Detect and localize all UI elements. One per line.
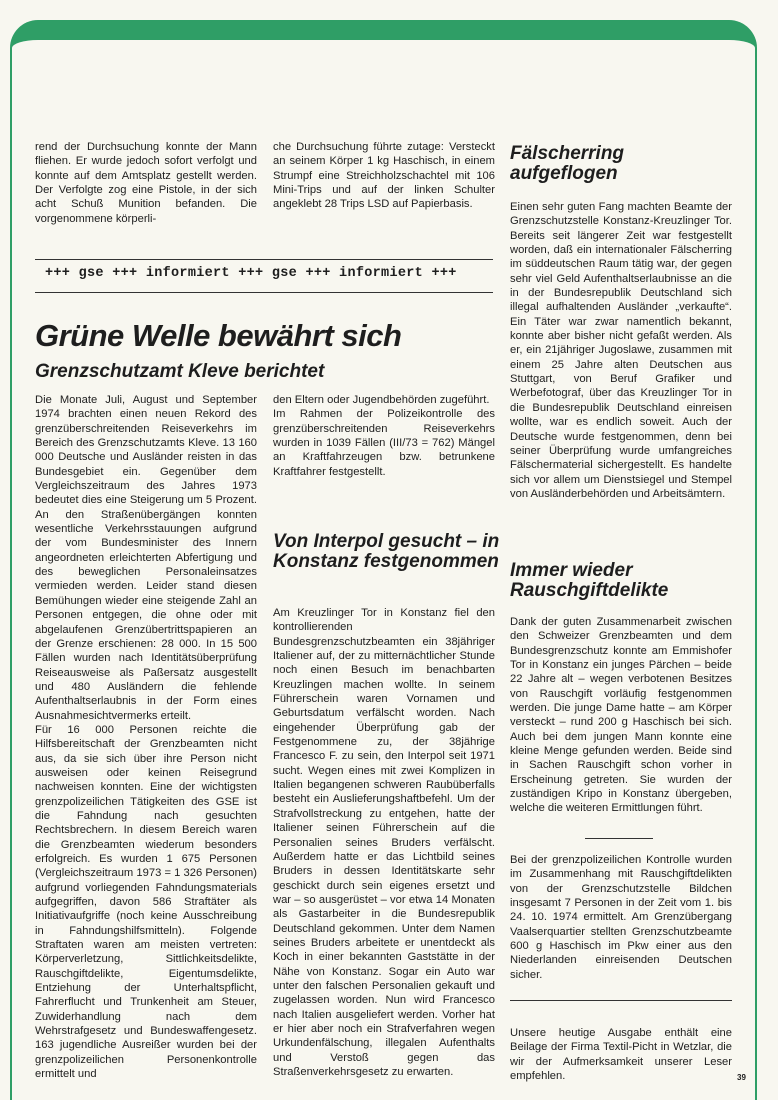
article3-body — [510, 200, 732, 501]
short-divider — [585, 838, 653, 839]
gse-ticker: +++ gse +++ informiert +++ gse +++ informiert +++ — [45, 266, 457, 281]
article2-body — [273, 606, 495, 1079]
article4-body-2 — [510, 853, 732, 982]
paragraph: Im Rahmen der Polizeikontrolle des grenzüberschreitenden Reiseverkehrs wurden in 1039 Fällen (III/73 = 762) Mängel an Kraftfahrzeugen bzw. betrunkene Kraftfahrer festgestellt. — [273, 408, 495, 478]
paragraph: Einen sehr guten Fang machten Beamte der Grenzschutzstelle Konstanz-Kreuzlinger Tor. Bereits seit längerer Zeit war festgestellt worden, daß ein internationaler Fälscherring im süddeutschen Raum tätig war, der gegen sehr viel Geld Aufenthaltserlaubnisse an die in der Bundesrepublik Deutschland sich illegal aufhaltenden Ausländer „verkaufte“. Ein Täter war zwar namentlich bekannt, konnte aber bisher nicht gefaßt werden. Als er, ein 21jähriger Jugoslawe, zusammen mit einem 25 Jahre alten Deutschen aus Stuttgart, von Beruf Grafiker und Werbefotograf, über das Kreuzlinger Tor in die Bundesrepublik Deutschland einreisen wollte, war es endlich soweit. Auch der Deutsche wurde festgenommen, denn bei seiner Überprüfung wurde umfangreiches Fälschermaterial sichergestellt. Es handelte sich vor allem um Dienstsiegel und Stempel von Ausländerbehörden und Arbeitsämtern. — [510, 201, 732, 500]
article-title: Grüne Welle bewährt sich — [35, 318, 402, 353]
advert-notice — [510, 1026, 732, 1083]
paragraph: Unsere heutige Ausgabe enthält eine Beilage der Firma Textil-Picht in Wetzlar, die wir der Aufmerksamkeit unserer Leser empfehlen. — [510, 1027, 732, 1083]
paragraph: Bei der grenzpolizeilichen Kontrolle wurden im Zusammenhang mit Rauschgiftdelikten von der Grenzschutzstelle Bildchen insgesamt 7 Personen in der Zeit vom 1. bis 24. 10. 1974 ermittelt. Am Grenzübergang Vaalserquartier stellten Grenzschutzbeamte 600 g Haschisch im Pkw einer aus den Niederlanden einreisenden Deutschen sicher. — [510, 854, 732, 981]
article3-title: Fälscherring aufgeflogen — [510, 143, 625, 184]
top-column-1 — [35, 140, 257, 226]
divider — [510, 1000, 732, 1001]
page-number: 39 — [737, 1073, 746, 1082]
divider — [35, 259, 493, 260]
article2-title: Von Interpol gesucht – in Konstanz festgenommen — [273, 531, 500, 572]
divider — [35, 292, 493, 293]
paragraph: rend der Durchsuchung konnte der Mann fliehen. Er wurde jedoch sofort verfolgt und konnte auf dem Amtsplatz gestellt werden. Der Verfolgte zog eine Pistole, in der sich acht Schuß Munition befanden. Die vorgenommene körperli- — [35, 141, 257, 225]
paragraph: che Durchsuchung führte zutage: Versteckt an seinem Körper 1 kg Haschisch, in einem Strumpf eine Streichholzschachtel mit 106 Mini-Trips und auf der linken Schulter angeklebt 28 Trips LSD auf Papierbasis. — [273, 141, 495, 211]
top-column-2 — [273, 140, 495, 212]
paragraph: den Eltern oder Jugendbehörden zugeführt. — [273, 394, 490, 406]
article1-column-2 — [273, 393, 495, 479]
paragraph: Die Monate Juli, August und September 1974 brachten einen neuen Rekord des grenzüberschreitenden Reiseverkehrs im Bereich des Grenzschutzamts Kleve. 13 160 000 Deutsche und Ausländer reisten in das Bundesgebiet ein. Gegenüber dem Vergleichszeitraum des Jahres 1973 bedeutet dies eine Steigerung um 5 Prozent. An den Straßenübergängen konnten wesentliche Verkehrsstauungen aufgrund der vom Bundesminister des Innern angeordneten erleichterten Abfertigung und des beweglichen Personaleinsatzes vermieden werden. Leider stand diesen Bemühungen wieder eine steigende Zahl an Personen entgegen, die ohne oder mit abgelaufenen Grenzübertrittspapieren an der Grenze erschienen: 28 000. In 15 500 Fällen wurden nach Identitätsüberprüfung Reiseausweise als Paßersatz ausgestellt und 480 Ausländern die fehlende Aufenthaltserlaubnis in der Form eines Ausnahmesichtvermerks erteilt. — [35, 394, 257, 722]
article4-title: Immer wieder Rauschgiftdelikte — [510, 560, 669, 601]
paragraph: Am Kreuzlinger Tor in Konstanz fiel den kontrollierenden Bundesgrenzschutzbeamten ein 38jähriger Italiener auf, der zu mitternächtlicher Stunde noch einen Besuch im benachbarten Kreuzlingen machen wollte. In seinem Führerschein waren Vornamen und Geburtsdatum verfälscht worden. Nach eingehender Überprüfung gab der Festgenommene zu, der 38jährige Francesco F. zu sein, den Interpol seit 1971 sucht. Wegen eines mit zwei Komplizen in Italien begangenen schweren Raubüberfalls besteht ein Auslieferungshaftbefehl. Um der Strafvollstreckung zu entgehen, hatte der Italiener seinen Führerschein auf die Personalien seines Bruders verfälscht. Außerdem hatte er das Lichtbild seines Bruders in dessen Identitätskarte sehr geschickt durch sein eigenes ersetzt und war – so ausgerüstet – vor etwa 14 Monaten als Gastarbeiter in die Bundesrepublik Deutschland gekommen. Unter dem Namen seines Bruders arbeitete er unentdeckt als Koch in einer bekannten Gaststätte in der Nähe von Konstanz. Sogar ein Auto war unter den falschen Personalien gekauft und zugelassen worden. Nun wird Francesco nach Italien ausgeliefert werden. Vorher hat er hier aber noch ein Strafverfahren wegen Urkundenfälschung, illegalen Aufenthalts und Verstoß gegen das Straßenverkehrsgesetz zu erwarten. — [273, 607, 495, 1078]
paragraph: Dank der guten Zusammenarbeit zwischen den Schweizer Grenzbeamten und dem Bundesgrenzschutz konnte am Emmishofer Tor in Konstanz ein junges Pärchen – beide 22 Jahre alt – wegen verbotenen Besitzes von Rauschgift vorläufig festgenommen werden. Die junge Dame hatte – am Körper versteckt – rund 200 g Haschisch bei sich. Auch bei dem jungen Mann konnte eine kleine Menge gefunden werden. Beide sind in Sachen Rauschgift schon vorher in Erscheinung getreten. Sie wurden der zuständigen Kripo in Konstanz übergeben, welche die weiteren Ermittlungen führt. — [510, 616, 732, 815]
article1-column-1 — [35, 393, 257, 1082]
article4-body-1 — [510, 615, 732, 816]
article-subtitle: Grenzschutzamt Kleve berichtet — [35, 361, 325, 382]
paragraph: Für 16 000 Personen reichte die Hilfsbereitschaft der Grenzbeamten nicht aus, da sie sich über ihre Person nicht ausweisen oder keinen Reisegrund nachweisen konnten. Eine der wichtigsten grenzpolizeilichen Tätigkeiten des GSE ist die Fahndung nach gesuchten Rechtsbrechern. In diesem Bereich waren die Grenzbeamten wiederum besonders erfolgreich. Es wurden 1 675 Personen (Vergleichszeitraum 1973 = 1 326 Personen) aufgrund vorliegenden Fahndungsmaterials aufgegriffen, davon 586 Straftäter als Initiativaufgriffe (noch keine Ausschreibung in Fahndungshilfsmitteln). Folgende Straftaten waren am meisten vertreten: Körperverletzung, Sittlichkeitsdelikte, Rauschgiftdelikte, Eigentumsdelikte, Entziehung der Unterhaltspflicht, Fahrerflucht und Trunkenheit am Steuer, Zuwiderhandlung nach dem Wehrstrafgesetz und Bundeswaffengesetz. 163 jugendliche Ausreißer wurden bei der grenzpolizeilichen Personenkontrolle ermittelt und — [35, 723, 257, 1081]
